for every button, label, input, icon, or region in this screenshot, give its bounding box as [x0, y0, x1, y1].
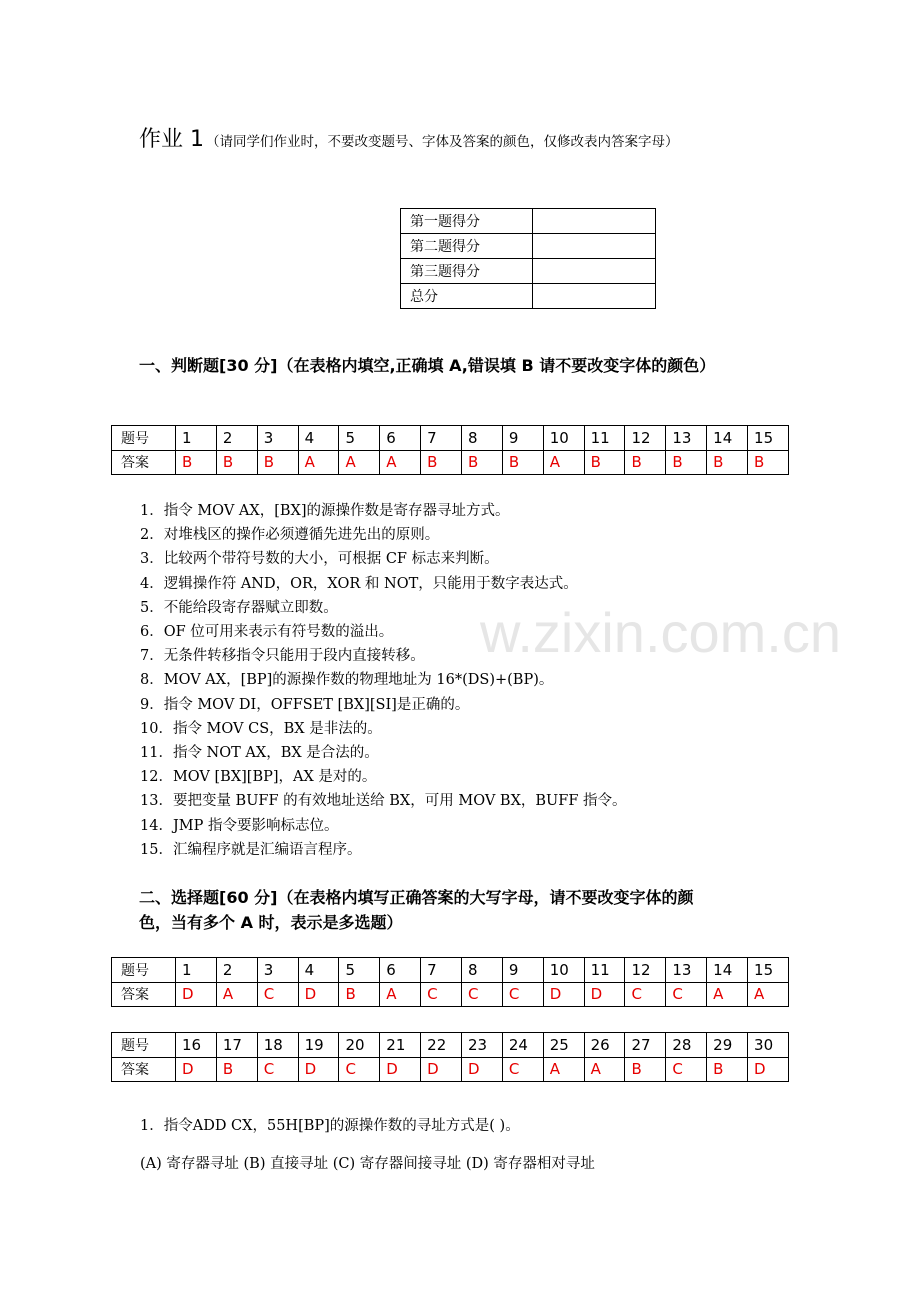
- number-row-label: 题号: [112, 426, 176, 451]
- answer-cell[interactable]: C: [666, 982, 707, 1007]
- number-row-label: 题号: [112, 958, 176, 983]
- list-item: 4．逻辑操作符 AND，OR，XOR 和 NOT，只能用于数字表达式。: [140, 575, 578, 592]
- list-item: 10．指令 MOV CS，BX 是非法的。: [140, 720, 382, 737]
- list-item: 6．OF 位可用来表示有符号数的溢出。: [140, 624, 394, 641]
- watermark: w.zixin.com.cn: [480, 601, 841, 664]
- answer-cell[interactable]: B: [625, 450, 666, 475]
- score-label: 第二题得分: [401, 234, 533, 259]
- answer-cell[interactable]: C: [666, 1057, 707, 1082]
- question-number-cell: 15: [748, 958, 789, 983]
- question-number-cell: 26: [584, 1033, 625, 1058]
- question-number-cell: 19: [298, 1033, 339, 1058]
- answer-row-label: 答案: [112, 450, 176, 475]
- question-number-cell: 8: [462, 958, 503, 983]
- question-number-cell: 5: [339, 426, 380, 451]
- list-item: 14．JMP 指令要影响标志位。: [140, 817, 339, 834]
- question-number-cell: 3: [257, 958, 298, 983]
- question-number-cell: 8: [462, 426, 503, 451]
- answer-cell[interactable]: B: [462, 450, 503, 475]
- answer-cell[interactable]: C: [257, 982, 298, 1007]
- answer-cell[interactable]: D: [462, 1057, 503, 1082]
- answer-cell[interactable]: D: [584, 982, 625, 1007]
- number-row: [112, 1033, 789, 1058]
- question-number-cell: 12: [625, 426, 666, 451]
- answer-cell[interactable]: A: [543, 1057, 584, 1082]
- answer-cell[interactable]: A: [339, 450, 380, 475]
- answer-cell[interactable]: A: [707, 982, 748, 1007]
- answer-cell[interactable]: A: [543, 450, 584, 475]
- question-number-cell: 13: [666, 958, 707, 983]
- score-row: [401, 209, 656, 234]
- answer-cell[interactable]: B: [502, 450, 543, 475]
- answer-cell[interactable]: B: [584, 450, 625, 475]
- question-number-cell: 17: [216, 1033, 257, 1058]
- question-number-cell: 9: [502, 958, 543, 983]
- score-row: [401, 259, 656, 284]
- question-number-cell: 25: [543, 1033, 584, 1058]
- answer-cell[interactable]: D: [298, 982, 339, 1007]
- answer-cell[interactable]: B: [707, 1057, 748, 1082]
- question-number-cell: 14: [707, 426, 748, 451]
- question-number-cell: 20: [339, 1033, 380, 1058]
- score-row: [401, 284, 656, 309]
- answer-cell[interactable]: D: [543, 982, 584, 1007]
- list-item: 3．比较两个带符号数的大小，可根据 CF 标志来判断。: [140, 551, 499, 568]
- tf-question-list: [140, 499, 627, 862]
- title-note: （请同学们作业时，不要改变题号、字体及答案的颜色，仅修改表内答案字母）: [206, 134, 679, 150]
- question-number-cell: 29: [707, 1033, 748, 1058]
- question-number-cell: 11: [584, 426, 625, 451]
- score-row: [401, 234, 656, 259]
- answer-cell[interactable]: D: [421, 1057, 462, 1082]
- answer-cell[interactable]: C: [462, 982, 503, 1007]
- answer-cell[interactable]: B: [216, 450, 257, 475]
- question-number-cell: 24: [502, 1033, 543, 1058]
- section2-heading: [139, 885, 693, 935]
- list-item: 12．MOV [BX][BP]，AX 是对的。: [140, 769, 377, 786]
- answer-cell[interactable]: B: [257, 450, 298, 475]
- question-number-cell: 18: [257, 1033, 298, 1058]
- answer-row-label: 答案: [112, 1057, 176, 1082]
- question-number-cell: 6: [380, 426, 421, 451]
- title-main: 作业 1: [139, 127, 204, 152]
- question-number-cell: 4: [298, 958, 339, 983]
- list-item: 11．指令 NOT AX，BX 是合法的。: [140, 745, 379, 762]
- question-number-cell: 12: [625, 958, 666, 983]
- question-number-cell: 1: [176, 958, 217, 983]
- answer-cell[interactable]: D: [176, 982, 217, 1007]
- question-number-cell: 30: [748, 1033, 789, 1058]
- question-number-cell: 10: [543, 958, 584, 983]
- answer-cell[interactable]: B: [666, 450, 707, 475]
- answer-cell[interactable]: B: [216, 1057, 257, 1082]
- question-number-cell: 5: [339, 958, 380, 983]
- question-number-cell: 1: [176, 426, 217, 451]
- question-number-cell: 4: [298, 426, 339, 451]
- list-item: 15．汇编程序就是汇编语言程序。: [140, 841, 362, 858]
- number-row: [112, 426, 789, 451]
- score-label: 第三题得分: [401, 259, 533, 284]
- question-number-cell: 2: [216, 958, 257, 983]
- answer-cell[interactable]: A: [216, 982, 257, 1007]
- page-title: [139, 122, 679, 153]
- question-number-cell: 15: [748, 426, 789, 451]
- section2-heading-line1: 二、选择题[60 分]（在表格内填写正确答案的大写字母，请不要改变字体的颜: [139, 888, 694, 907]
- answer-cell[interactable]: C: [257, 1057, 298, 1082]
- list-item: 7．无条件转移指令只能用于段内直接转移。: [140, 648, 425, 665]
- list-item: 5．不能给段寄存器赋立即数。: [140, 599, 338, 616]
- answer-cell[interactable]: A: [298, 450, 339, 475]
- question-number-cell: 13: [666, 426, 707, 451]
- answer-cell[interactable]: D: [298, 1057, 339, 1082]
- question-number-cell: 23: [462, 1033, 503, 1058]
- mc-answer-table-2: [111, 1032, 789, 1082]
- section2-heading-line2: 色，当有多个 A 时，表示是多选题）: [139, 913, 403, 932]
- answer-cell[interactable]: A: [380, 982, 421, 1007]
- score-value[interactable]: [533, 259, 656, 284]
- answer-cell[interactable]: B: [339, 982, 380, 1007]
- number-row-label: 题号: [112, 1033, 176, 1058]
- question-number-cell: 6: [380, 958, 421, 983]
- question-number-cell: 28: [666, 1033, 707, 1058]
- question-number-cell: 7: [421, 958, 462, 983]
- question-number-cell: 7: [421, 426, 462, 451]
- answer-cell[interactable]: C: [502, 982, 543, 1007]
- mc-question-1-options: (A) 寄存器寻址 (B) 直接寻址 (C) 寄存器间接寻址 (D) 寄存器相对寻址: [140, 1156, 595, 1172]
- answer-cell[interactable]: A: [584, 1057, 625, 1082]
- list-item: 13．要把变量 BUFF 的有效地址送给 BX，可用 MOV BX，BUFF 指令。: [140, 793, 627, 810]
- tf-answer-table: [111, 425, 789, 475]
- question-number-cell: 3: [257, 426, 298, 451]
- answer-cell[interactable]: B: [748, 450, 789, 475]
- answer-row-label: 答案: [112, 982, 176, 1007]
- answer-cell[interactable]: D: [748, 1057, 789, 1082]
- number-row: [112, 958, 789, 983]
- list-item: 2．对堆栈区的操作必须遵循先进先出的原则。: [140, 527, 440, 544]
- answer-row: [112, 982, 789, 1007]
- question-number-cell: 16: [176, 1033, 217, 1058]
- answer-cell[interactable]: D: [176, 1057, 217, 1082]
- answer-cell[interactable]: C: [625, 982, 666, 1007]
- answer-cell[interactable]: B: [421, 450, 462, 475]
- question-number-cell: 10: [543, 426, 584, 451]
- score-value[interactable]: [533, 234, 656, 259]
- answer-cell[interactable]: C: [339, 1057, 380, 1082]
- answer-cell[interactable]: C: [421, 982, 462, 1007]
- score-value[interactable]: [533, 284, 656, 309]
- question-number-cell: 14: [707, 958, 748, 983]
- answer-cell[interactable]: B: [707, 450, 748, 475]
- list-item: 8．MOV AX，[BP]的源操作数的物理地址为 16*(DS)+(BP)。: [140, 672, 554, 689]
- score-value[interactable]: [533, 209, 656, 234]
- score-label: 第一题得分: [401, 209, 533, 234]
- answer-row: [112, 450, 789, 475]
- answer-cell[interactable]: A: [748, 982, 789, 1007]
- mc-answer-table-1: [111, 957, 789, 1007]
- question-number-cell: 9: [502, 426, 543, 451]
- answer-cell[interactable]: B: [176, 450, 217, 475]
- section1-heading: 一、判断题[30 分]（在表格内填空,正确填 A,错误填 B 请不要改变字体的颜色）: [139, 356, 716, 375]
- list-item: 9．指令 MOV DI，OFFSET [BX][SI]是正确的。: [140, 696, 470, 713]
- answer-cell[interactable]: D: [380, 1057, 421, 1082]
- score-label: 总分: [401, 284, 533, 309]
- answer-cell[interactable]: A: [380, 450, 421, 475]
- score-table: [400, 208, 656, 309]
- question-number-cell: 22: [421, 1033, 462, 1058]
- question-number-cell: 11: [584, 958, 625, 983]
- question-number-cell: 2: [216, 426, 257, 451]
- question-number-cell: 27: [625, 1033, 666, 1058]
- answer-cell[interactable]: B: [625, 1057, 666, 1082]
- answer-row: [112, 1057, 789, 1082]
- answer-cell[interactable]: C: [502, 1057, 543, 1082]
- mc-question-1: 1．指令ADD CX，55H[BP]的源操作数的寻址方式是( )。: [140, 1118, 520, 1134]
- list-item: 1．指令 MOV AX，[BX]的源操作数是寄存器寻址方式。: [140, 503, 510, 519]
- question-number-cell: 21: [380, 1033, 421, 1058]
